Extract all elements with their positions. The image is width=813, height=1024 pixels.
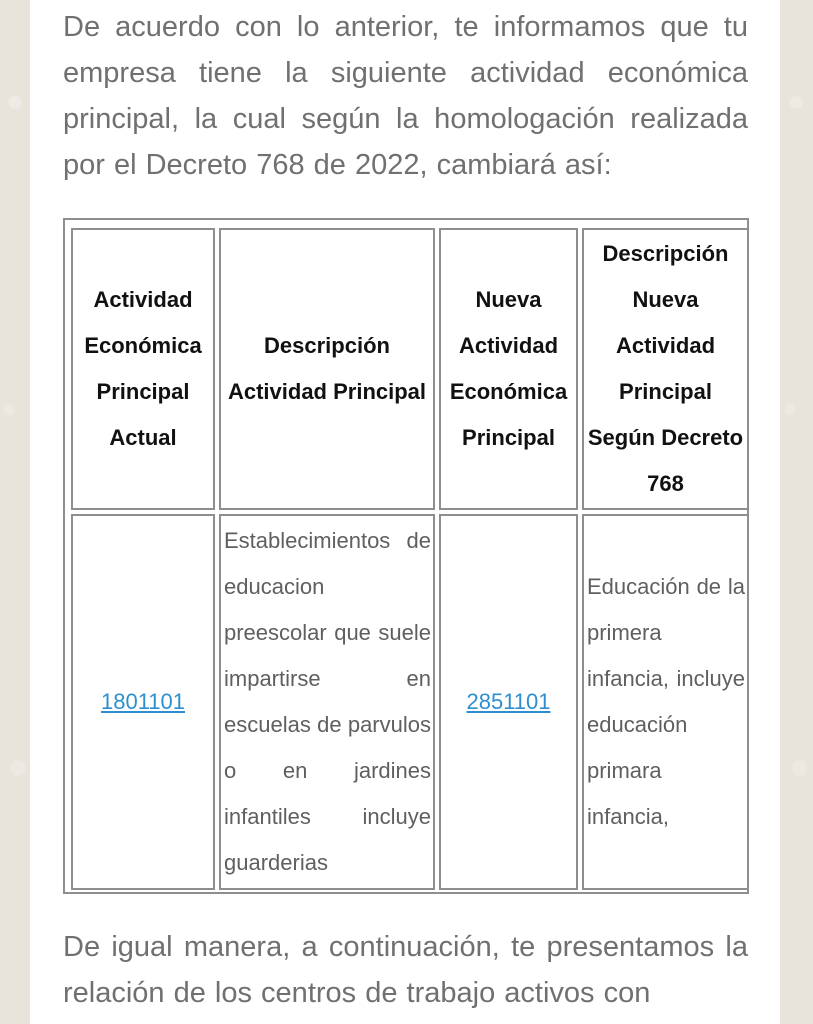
intro-paragraph: De acuerdo con lo anterior, te informamos que tu empresa tiene la siguiente actividad económica principal, la cual según la homologación realizada por el Decreto 768 de 2022, cambiará así: [63,11,748,181]
header-activity-description: Descripción Actividad Principal [219,228,435,510]
new-code-link[interactable]: 2851101 [466,689,551,714]
table-row [71,514,749,890]
header-new-activity: Nueva Actividad Económica Principal [439,228,578,510]
header-current-activity: Actividad Económica Principal Actual [71,228,215,510]
message-bubble [30,0,780,1024]
activity-table [67,224,753,894]
new-description-cell: Educación de la primera infancia, incluye educación primara infancia, [582,514,749,890]
table-header-row [71,228,749,510]
current-description-cell: Establecimientos de educacion preescolar que suele impartirse en escuelas de parvulos o en jardines infantiles incluye guarderias [219,514,435,890]
new-code-cell [439,514,578,890]
chat-background-left [0,0,30,1024]
outro-paragraph: De igual manera, a continuación, te presentamos la relación de los centros de trabajo activos con [63,931,748,1009]
current-code-link[interactable]: 1801101 [100,689,185,714]
activity-table-frame [63,218,749,894]
chat-background-right [780,0,813,1024]
current-code-cell [71,514,215,890]
header-new-description: Descripción Nueva Actividad Principal Según Decreto 768 [582,228,749,510]
